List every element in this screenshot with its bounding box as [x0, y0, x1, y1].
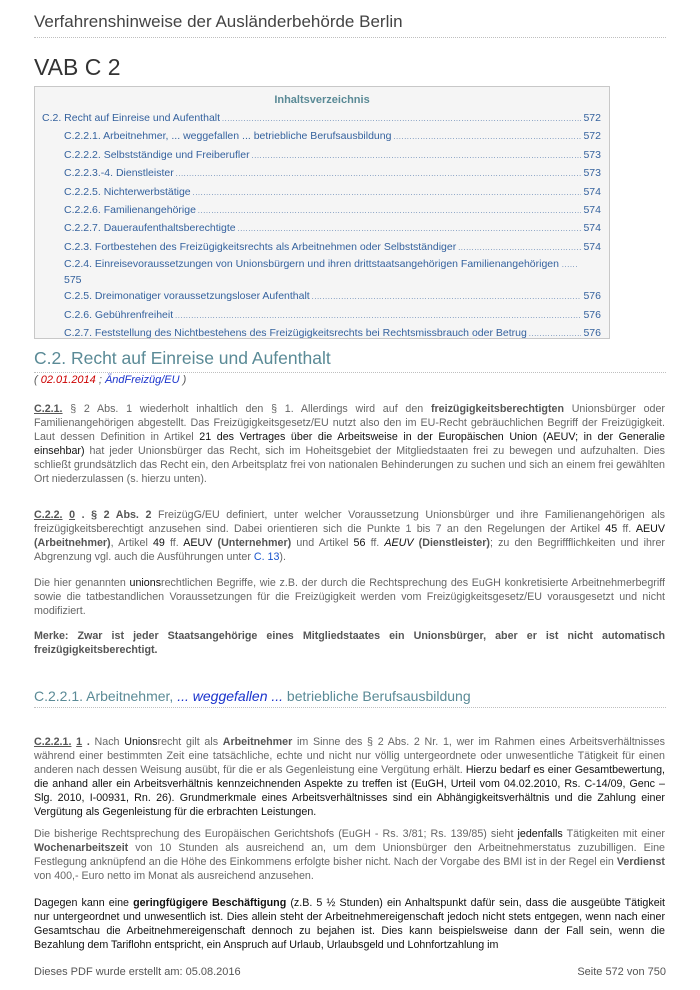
change-date: 02.01.2014 [40, 374, 96, 386]
paragraph-ref[interactable]: C.2.2. [34, 509, 63, 521]
paragraph-ref[interactable]: C.2.1. [34, 403, 63, 415]
section-meta: ( 02.01.2014 ; ÄndFreizüg/EU ) [34, 374, 187, 386]
footer-created-date: Dieses PDF wurde erstellt am: 05.08.2016 [34, 966, 241, 978]
toc-entry[interactable]: C.2.3. Fortbestehen des Freizügigkeitsrechts als Arbeitnehmen oder Selbstständiger . . . 574 [35, 239, 609, 257]
document-title: VAB C 2 [34, 54, 121, 80]
toc-entry[interactable]: C.2.6. Gebührenfreiheit . . . 576 [35, 307, 609, 325]
paragraph-union-terms: Die hier genannten unionsrechtlichen Begriffe, wie z.B. der durch die Rechtsprechung des EuGH konkretisierte Arbeitnehmerbegriff sowie die tatbestandlichen Voraussetzungen für die Freizügigkeit werden vom Freizügigkeitsgesetz/EU vorausgesetzt und nicht modifiziert. [34, 577, 665, 617]
note-merke: Merke: Zwar ist jeder Staatsangehörige eines Mitgliedstaates ein Unionsbürger, aber er ist nicht automatisch freizügigkeitsberechtigt. [34, 630, 665, 656]
cross-reference-link[interactable]: C. 13 [253, 551, 280, 563]
paragraph-ref[interactable]: C.2.2.1. [34, 736, 72, 748]
paragraph-case-law: Die bisherige Rechtsprechung des Europäischen Gerichtshofs (EuGH - Rs. 3/81; Rs. 139/85) sieht jedenfalls Tätigkeiten mit einer Wochenarbeitszeit von 10 Stunden als ausreichend an, um dem Unionsbürger den Arbeitnehmerstatus zuzubilligen. Eine Festlegung anknüpfend an die Höhe des Einkommens erfolgte bisher nicht. Nach der Vorgabe des BMI ist in der Regel ein Verdienst von 400,- Euro netto im Monat als ausreichend anzusehen. [34, 828, 665, 882]
header-title: Verfahrenshinweise der Ausländerbehörde Berlin [34, 12, 403, 31]
paragraph-minor-employment: Dagegen kann eine geringfügigere Beschäftigung (z.B. 5 ½ Stunden) ein Anhaltspunkt dafür sein, dass die ausgeübte Tätigkeit nur untergeordnet und unwesentlich ist. Dies allein steht der Arbeitnehmereigenschaft jedoch nicht stets entgegen, wenn nach einer Gesamtschau die Arbeitnehmereigenschaft dennoch zu bejahen ist. Dies kann beispielsweise dann der Fall sein, wenn die Bezahlung dem Tariflohn entspricht, ein Anspruch auf Urlaub, Urlaubsgeld und Lohnfortzahlung im [34, 897, 666, 951]
toc-entry[interactable]: C.2. Recht auf Einreise und Aufenthalt . . . 572 [35, 110, 609, 128]
footer-page-number: Seite 572 von 750 [577, 966, 666, 978]
toc-entry[interactable]: C.2.2.6. Familienangehörige . . . 574 [35, 202, 609, 220]
subsection-title: C.2.2.1. Arbeitnehmer, ... weggefallen ... betriebliche Berufsausbildung [34, 688, 471, 704]
paragraph-c221-intro: C.2.1. § 2 Abs. 1 wiederholt inhaltlich den § 1. Allerdings wird auf den freizügigkeitsberechtigten Unionsbürger oder Familienangehörigen abgestellt. Das Freizügigkeitsgesetz/EU nutzt also den im EU-Recht gebräuchlichen Begriff der Freizügigkeit. Laut dessen Definition in Artikel 21 des Vertrages über die Arbeitsweise in der Europäischen Union (AEUV; in der Generalie einsehbar) hat jeder Unionsbürger das Recht, sich im Hoheitsgebiet der Mitgliedstaaten frei zu bewegen und aufzuhalten. Dies schließt grundsätzlich das Recht ein, den Arbeitsplatz frei von nationalen Behinderungen zu suchen und sich an einem frei gewählten Ort niederzulassen (s. hierzu unten). [34, 403, 665, 485]
change-link[interactable]: ÄndFreizüg/EU [104, 374, 180, 386]
section-title: C.2. Recht auf Einreise und Aufenthalt [34, 348, 331, 368]
subsection-divider [34, 707, 666, 708]
toc-entry[interactable]: C.2.2.3.-4. Dienstleister . . . 573 [35, 165, 609, 183]
toc-title: Inhaltsverzeichnis [274, 94, 370, 106]
toc-entry[interactable]: C.2.5. Dreimonatiger voraussetzungsloser Aufenthalt . . . 576 [35, 288, 609, 306]
toc-entry[interactable]: C.2.2.7. Daueraufenthaltsberechtigte . . . 574 [35, 220, 609, 238]
toc-entry[interactable]: C.2.4. Einreisevoraussetzungen von Unionsbürgern und ihren drittstaatsangehörigen Familienangehörigen . . . . . . 575 [64, 258, 577, 287]
table-of-contents [34, 86, 610, 339]
paragraph-c22: C.2.2. 0 . § 2 Abs. 2 FreizügG/EU definiert, unter welcher Voraussetzung Unionsbürger und ihre Familienangehörigen als freizügigkeitsberechtigt anzusehen sind. Dabei orientieren sich die Punkte 1 bis 7 an den Regelungen der Artikel 45 ff. AEUV (Arbeitnehmer), Artikel 49 ff. AEUV (Unternehmer) und Artikel 56 ff. AEUV (Dienstleister); zu den Begriffflichkeiten und ihrer Abgrenzung vgl. auch die Ausführungen unter C. 13). [34, 509, 665, 563]
toc-entry[interactable]: C.2.2.1. Arbeitnehmer, ... weggefallen ... betriebliche Berufsausbildung . . . 572 [35, 128, 609, 146]
toc-entry[interactable]: C.2.2.2. Selbstständige und Freiberufler . . . 573 [35, 147, 609, 165]
paragraph-c2221: C.2.2.1. 1 . Nach Unionsrecht gilt als Arbeitnehmer im Sinne des § 2 Abs. 2 Nr. 1, wer im Rahmen eines Arbeitsverhältnisses während einer bestimmten Zeit eine tatsächliche, echte und nicht nur völlig untergeordnete oder unwesentliche Tätigkeit für einen anderen nach dessen Weisung ausübt, für die er als Gegenleistung eine Vergütung erhält. Hierzu bedarf es einer Gesamtbewertung, die anhand aller ein Arbeitsverhältnis kennzeichnenden Aspekte zu treffen ist (EuGH, Urteil vom 04.02.2010, Rs. C-14/09, Genc – Slg. 2010, I-00931, Rn. 26). Grundmerkmale eines Arbeitsverhältnisses sind ein Abhängigkeitsverhältnis und die Zahlung einer Vergütung als Gegenleistung für die erbrachten Leistungen. [34, 736, 665, 818]
header-divider [34, 37, 666, 38]
section-divider [34, 372, 666, 373]
toc-entry[interactable]: C.2.7. Feststellung des Nichtbestehens des Freizügigkeitsrechts bei Rechtsmissbrauch oder Betrug . . . 576 [35, 325, 609, 343]
toc-entry[interactable]: C.2.2.5. Nichterwerbstätige . . . 574 [35, 184, 609, 202]
